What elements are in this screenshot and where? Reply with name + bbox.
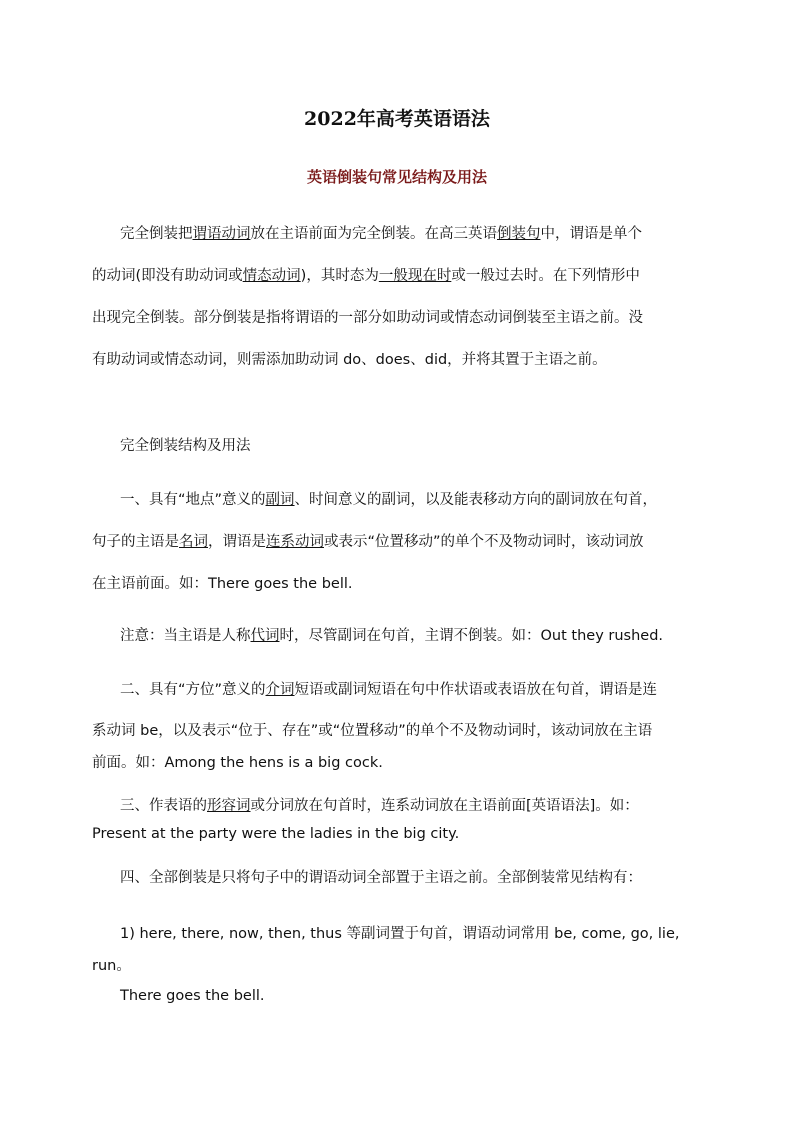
text: 、时间意义的副词，以及能表移动方向的副词放在句首，: [294, 492, 658, 508]
page-subtitle: 英语倒装句常见结构及用法: [306, 168, 487, 186]
p1-line-3: 在主语前面。如：There goes the bell.: [92, 576, 353, 592]
link-modal-verb[interactable]: 情态动词: [242, 268, 301, 284]
p2-line-1: [120, 678, 657, 699]
text: 时，尽管副词在句首，主谓不倒装。如：Out they rushed.: [279, 628, 664, 644]
text: 中，谓语是单个: [540, 226, 642, 242]
text: 句子的主语是: [92, 534, 179, 550]
link-adjective[interactable]: 形容词: [207, 798, 251, 814]
intro-line-3: 出现完全倒装。部分倒装是指将谓语的一部分如助动词或情态动词倒装至主语之前。没: [92, 310, 643, 326]
p1-line-1: [120, 488, 657, 509]
item1-line-1: 1) here, there, now, then, thus 等副词置于句首，谓语动词常用 be, come, go, lie,: [120, 926, 680, 942]
example-line: There goes the bell.: [120, 988, 265, 1004]
text: 短语或副词短语在句中作状语或表语放在句首，谓语是连: [294, 682, 658, 698]
text: 的动词(即没有助动词或: [92, 268, 243, 284]
link-adverb[interactable]: 副词: [265, 492, 295, 508]
note-line: [120, 624, 663, 645]
link-linking-verb[interactable]: 连系动词: [266, 534, 324, 550]
text: ，谓语是: [208, 534, 266, 550]
link-noun[interactable]: 名词: [179, 534, 208, 550]
text: 一、具有“地点”意义的: [120, 492, 266, 508]
text: 或分词放在句首时，连系动词放在主语前面[英语语法]。如：: [250, 798, 639, 814]
text: 二、具有“方位”意义的: [120, 682, 266, 698]
link-preposition[interactable]: 介词: [265, 682, 295, 698]
text: 放在主语前面为完全倒装。在高三英语: [250, 226, 497, 242]
p2-line-2: 系动词 be，以及表示“位于、存在”或“位置移动”的单个不及物动词时，该动词放在主语: [92, 723, 653, 739]
link-simple-present[interactable]: 一般现在时: [378, 268, 452, 284]
intro-line-4: 有助动词或情态动词，则需添加助动词 do、does、did，并将其置于主语之前。: [92, 352, 607, 368]
p3-line-1: [120, 794, 639, 815]
text: 或表示“位置移动”的单个不及物动词时，该动词放: [324, 534, 644, 550]
page-title: 2022年高考英语语法: [304, 108, 490, 130]
p2-line-3: 前面。如：Among the hens is a big cock.: [92, 755, 383, 771]
link-inversion[interactable]: 倒装句: [497, 226, 541, 242]
p3-line-2: Present at the party were the ladies in the big city.: [92, 826, 460, 842]
intro-line-1: [120, 222, 642, 243]
p1-line-2: [92, 530, 644, 551]
text: 注意：当主语是人称: [120, 628, 251, 644]
text: 三、作表语的: [120, 798, 207, 814]
item1-line-2: run。: [92, 958, 131, 974]
link-predicate-verb[interactable]: 谓语动词: [192, 226, 251, 242]
link-pronoun[interactable]: 代词: [250, 628, 280, 644]
p4-line: 四、全部倒装是只将句子中的谓语动词全部置于主语之前。全部倒装常见结构有：: [120, 870, 642, 886]
text: 或一般过去时。在下列情形中: [451, 268, 640, 284]
text: 完全倒装把: [120, 226, 193, 242]
intro-line-2: [92, 264, 640, 285]
text: )，其时态为: [300, 268, 379, 284]
section-heading: 完全倒装结构及用法: [120, 438, 251, 454]
